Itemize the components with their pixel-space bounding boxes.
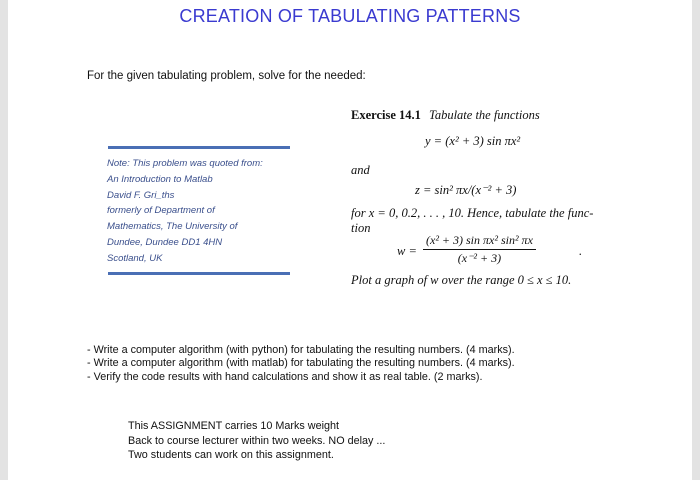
plot-instruction: Plot a graph of w over the range 0 ≤ x ≤ 10. [351,273,572,287]
equation-z: z = sin² πx/(x⁻² + 3) [415,183,517,197]
footer-line: Back to course lecturer within two weeks. NO delay ... [128,434,386,447]
exercise-instruction: Tabulate the functions [429,108,540,122]
equation-w-denominator: (x⁻² + 3) [457,251,502,265]
assignment-footer [128,419,385,463]
note-top-rule [108,146,290,149]
range-statement: for x = 0, 0.2, . . . , 10. Hence, tabulate the func- [351,206,594,220]
equation-y: y = (x² + 3) sin πx² [425,134,521,148]
note-line: An Introduction to Matlab [107,173,213,185]
page-edge-right [692,0,700,480]
page-edge-left [0,0,8,480]
note-line: formerly of Department of [107,205,215,217]
note-line: Note: This problem was quoted from: [107,158,263,169]
task-list [87,344,515,384]
task-item: - Write a computer algorithm (with matlab) for tabulating the resulting numbers. (4 marks). [87,357,515,370]
task-item: - Write a computer algorithm (with python) for tabulating the resulting numbers. (4 marks). [87,344,515,356]
source-note [107,156,297,267]
note-line: Dundee, Dundee DD1 4HN [107,236,223,248]
equation-w-fraction [423,233,536,266]
note-line: David F. Gri_ths [107,189,175,201]
equation-w-period: . [579,244,583,258]
exercise-number: Exercise 14.1 [351,108,421,122]
page-title: CREATION OF TABULATING PATTERNS [179,6,521,26]
equation-w-numerator: (x² + 3) sin πx² sin² πx [423,233,536,250]
task-item: - Verify the code results with hand calculations and show it as real table. (2 marks). [87,370,483,383]
note-line: Scotland, UK [107,252,163,264]
intro-text: For the given tabulating problem, solve for the needed: [87,70,366,82]
equation-w-label: w = [397,244,417,258]
exercise-heading [351,108,540,123]
and-word: and [351,163,370,177]
note-bottom-rule [108,272,290,275]
footer-line: This ASSIGNMENT carries 10 Marks weight [128,420,339,432]
footer-line: Two students can work on this assignment. [128,449,334,461]
range-statement-continued: tion [351,221,371,235]
note-line: Mathematics, The University of [107,221,238,233]
